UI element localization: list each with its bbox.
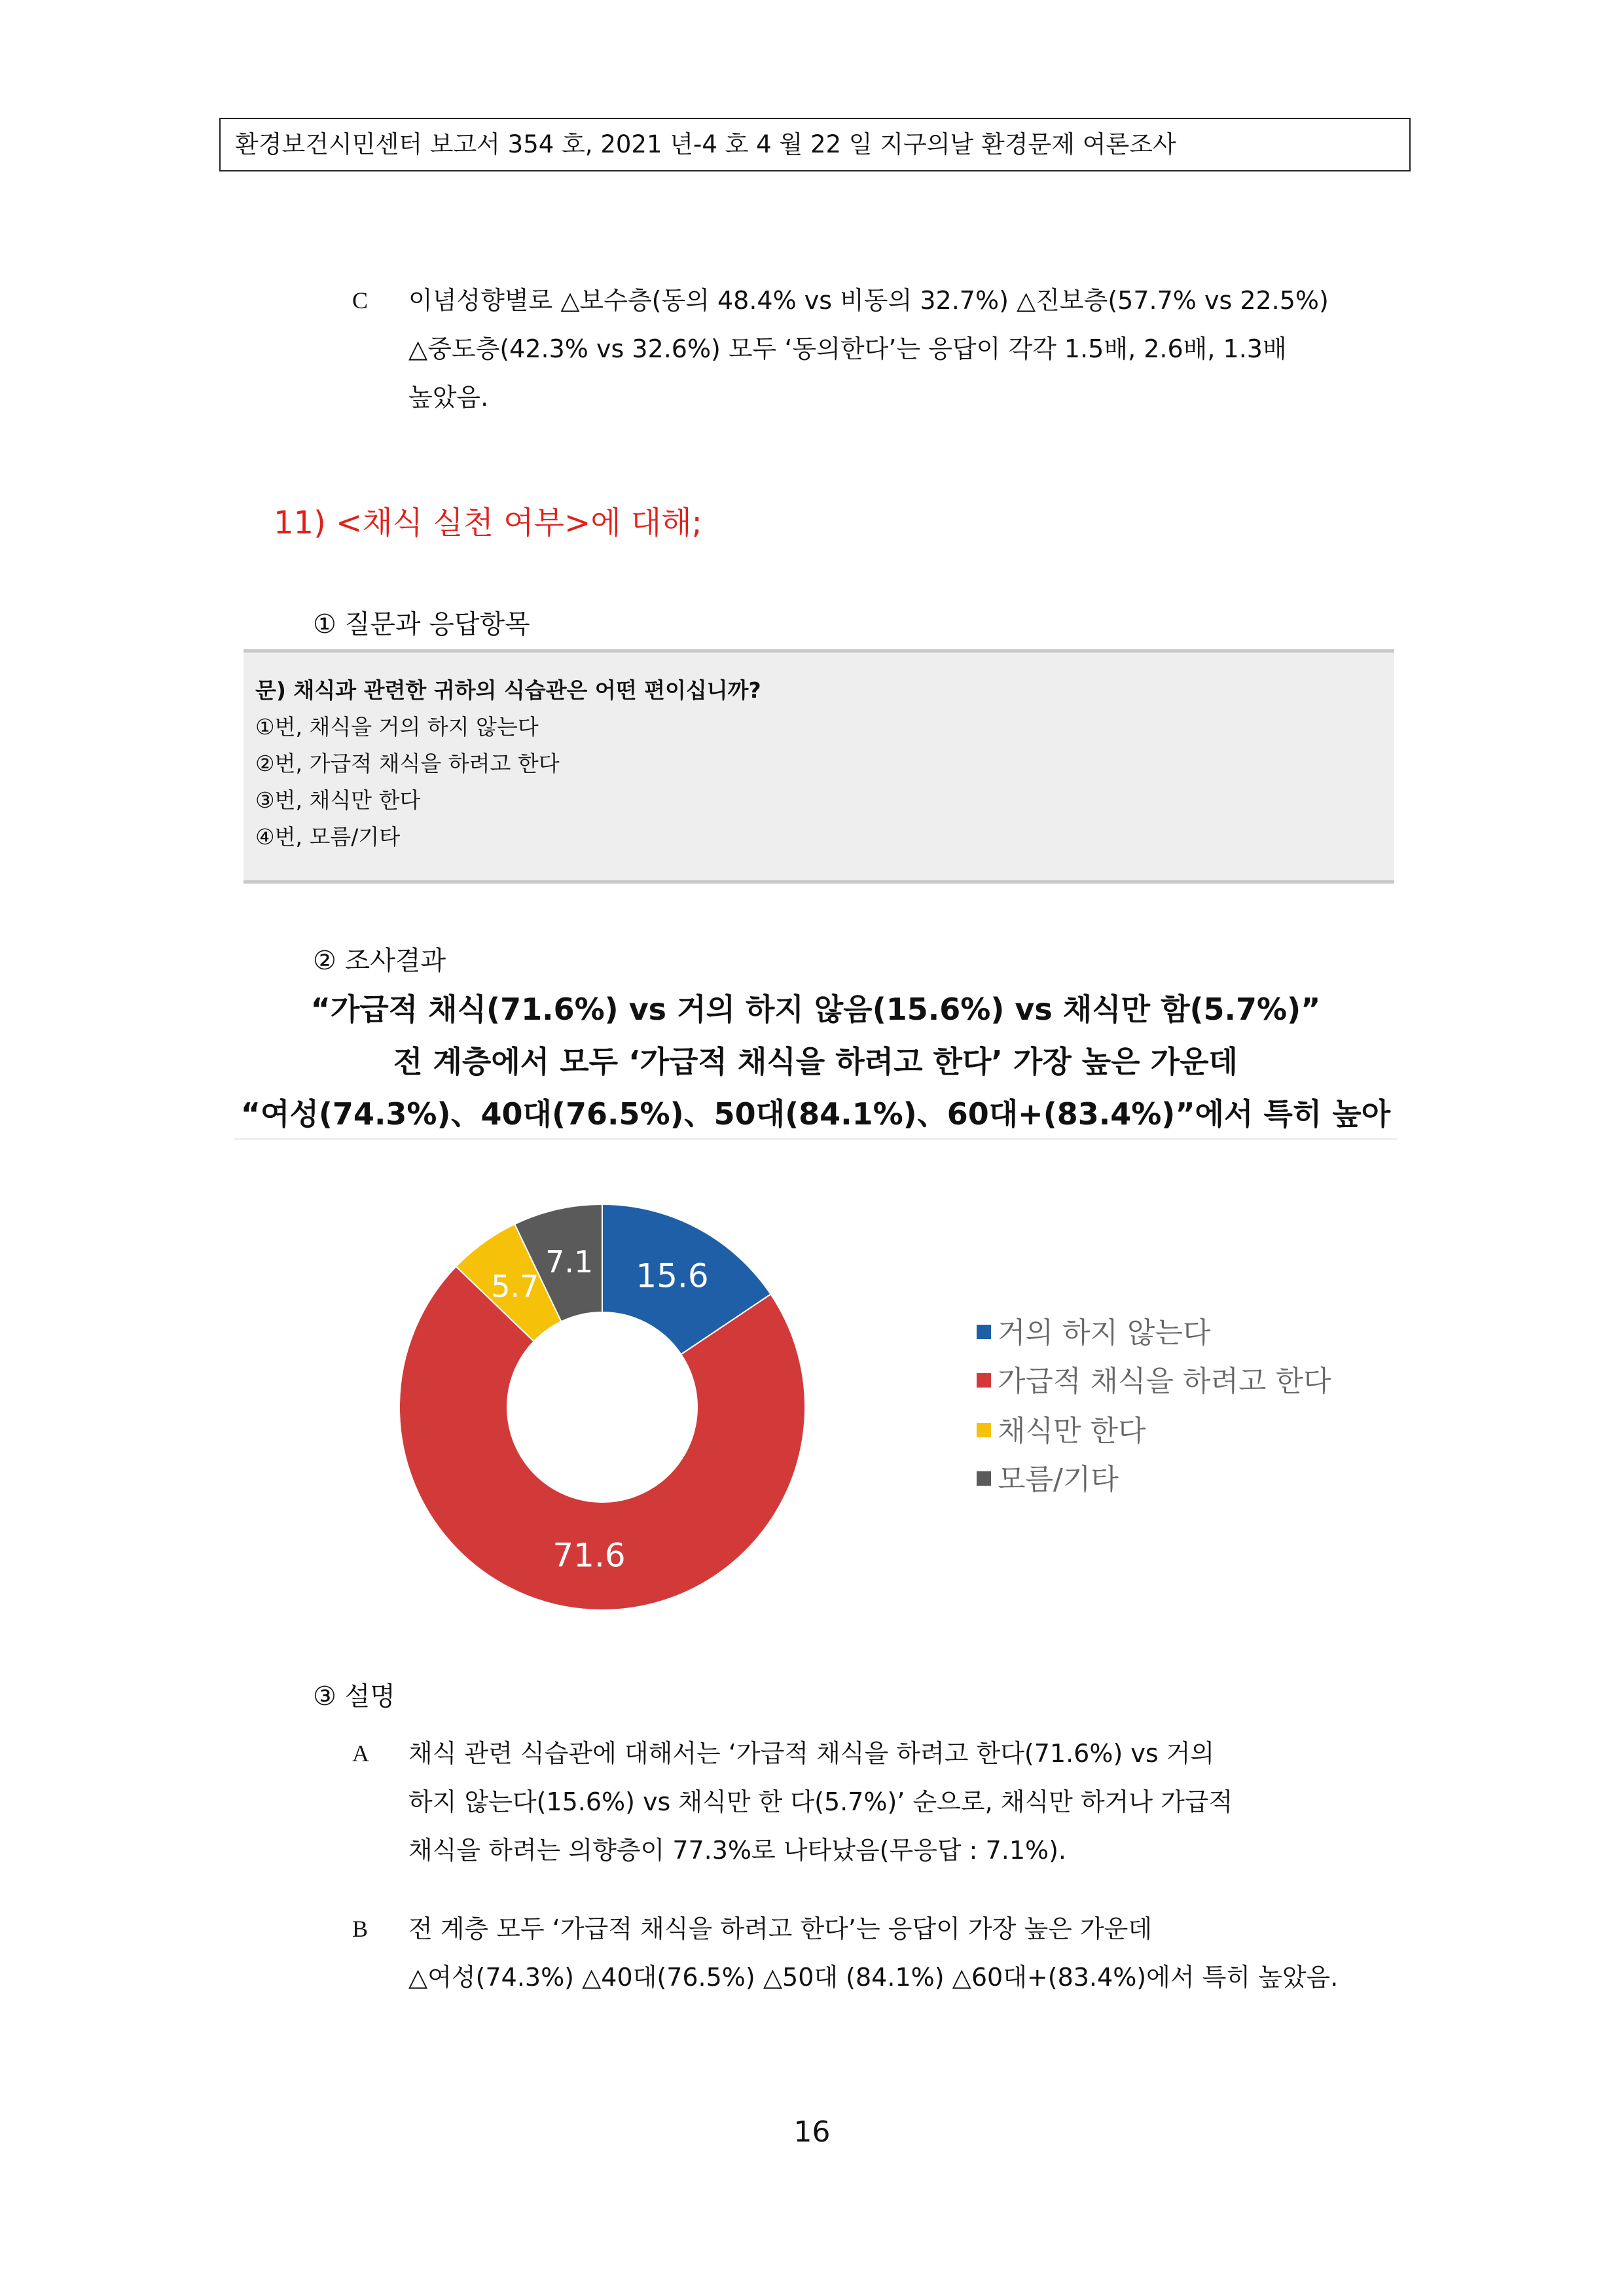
question-heading: ① 질문과 응답항목 xyxy=(313,609,530,639)
legend-label-1: 거의 하지 않는다 xyxy=(998,1316,1211,1350)
para-c-line-3: 높았음. xyxy=(408,383,489,412)
result-line-3: “여성(74.3%)、40대(76.5%)、50대(84.1%)、60대+(83.4%)”에서 특히 높아 xyxy=(240,1096,1391,1132)
para-a-marker: A xyxy=(352,1740,369,1767)
para-a-line-2: 하지 않는다(15.6%) vs 채식만 한 다(5.7%)’ 순으로, 채식만 하거나 가급적 xyxy=(408,1787,1233,1816)
option-1: ①번, 채식을 거의 하지 않는다 xyxy=(255,714,539,740)
legend-item-2 xyxy=(977,1357,1331,1399)
donut-slice-label-3: 5.7 xyxy=(491,1268,539,1304)
legend-swatch-3 xyxy=(977,1423,991,1437)
question-text: 문) 채식과 관련한 귀하의 식습관은 어떤 편이십니까? xyxy=(255,677,761,703)
para-b-marker: B xyxy=(352,1916,369,1942)
para-c-line-2: △중도층(42.3% vs 32.6%) 모두 ‘동의한다’는 응답이 각각 1.5배, 2.6배, 1.3배 xyxy=(408,334,1287,363)
option-2: ②번, 가급적 채식을 하려고 한다 xyxy=(255,751,560,776)
legend-label-3: 채식만 한다 xyxy=(998,1414,1146,1448)
para-c-line-1: 이념성향별로 △보수층(동의 48.4% vs 비동의 32.7%) △진보층(57.7% vs 22.5%) xyxy=(408,286,1329,315)
option-4: ④번, 모름/기타 xyxy=(255,824,401,850)
para-b-line-1: 전 계층 모두 ‘가급적 채식을 하려고 한다’는 응답이 가장 높은 가운데 xyxy=(408,1914,1153,1943)
legend-swatch-4 xyxy=(977,1471,991,1486)
result-line-2: 전 계층에서 모두 ‘가급적 채식을 하려고 한다’ 가장 높은 가운데 xyxy=(393,1044,1238,1079)
report-header xyxy=(219,118,1411,171)
section-title: 11) <채식 실천 여부>에 대해; xyxy=(274,505,702,541)
legend-item-3 xyxy=(977,1407,1146,1449)
para-a-line-1: 채식 관련 식습관에 대해서는 ‘가급적 채식을 하려고 한다(71.6%) vs 거의 xyxy=(408,1739,1215,1768)
donut-chart xyxy=(386,1191,818,1623)
result-line-1: “가급적 채식(71.6%) vs 거의 하지 않음(15.6%) vs 채식만 함(5.7%)” xyxy=(310,992,1321,1027)
legend-label-4: 모름/기타 xyxy=(998,1463,1119,1496)
para-b-line-2: △여성(74.3%) △40대(76.5%) △50대 (84.1%) △60대+(83.4%)에서 특히 높았음. xyxy=(408,1963,1339,1992)
explanation-heading: ③ 설명 xyxy=(313,1681,395,1712)
legend-item-1 xyxy=(977,1309,1211,1351)
donut-slice-label-4: 7.1 xyxy=(545,1244,594,1280)
report-header-text: 환경보건시민센터 보고서 354 호, 2021 년-4 호 4 월 22 일 지구의날 환경문제 여론조사 xyxy=(235,130,1176,158)
donut-slice-label-2: 71.6 xyxy=(552,1536,626,1575)
result-heading: ② 조사결과 xyxy=(313,946,446,976)
legend-swatch-2 xyxy=(977,1373,991,1388)
legend-label-2: 가급적 채식을 하려고 한다 xyxy=(998,1365,1331,1398)
para-a-line-3: 채식을 하려는 의향층이 77.3%로 나타났음(무응답 : 7.1%). xyxy=(408,1836,1067,1865)
legend-swatch-1 xyxy=(977,1325,991,1339)
option-3: ③번, 채식만 한다 xyxy=(255,787,421,813)
legend-item-4 xyxy=(977,1456,1119,1498)
question-box xyxy=(244,649,1394,884)
result-summary xyxy=(234,983,1397,1140)
page-number: 16 xyxy=(793,2115,831,2149)
para-c-marker: C xyxy=(352,287,369,314)
donut-slice-label-1: 15.6 xyxy=(636,1257,709,1295)
